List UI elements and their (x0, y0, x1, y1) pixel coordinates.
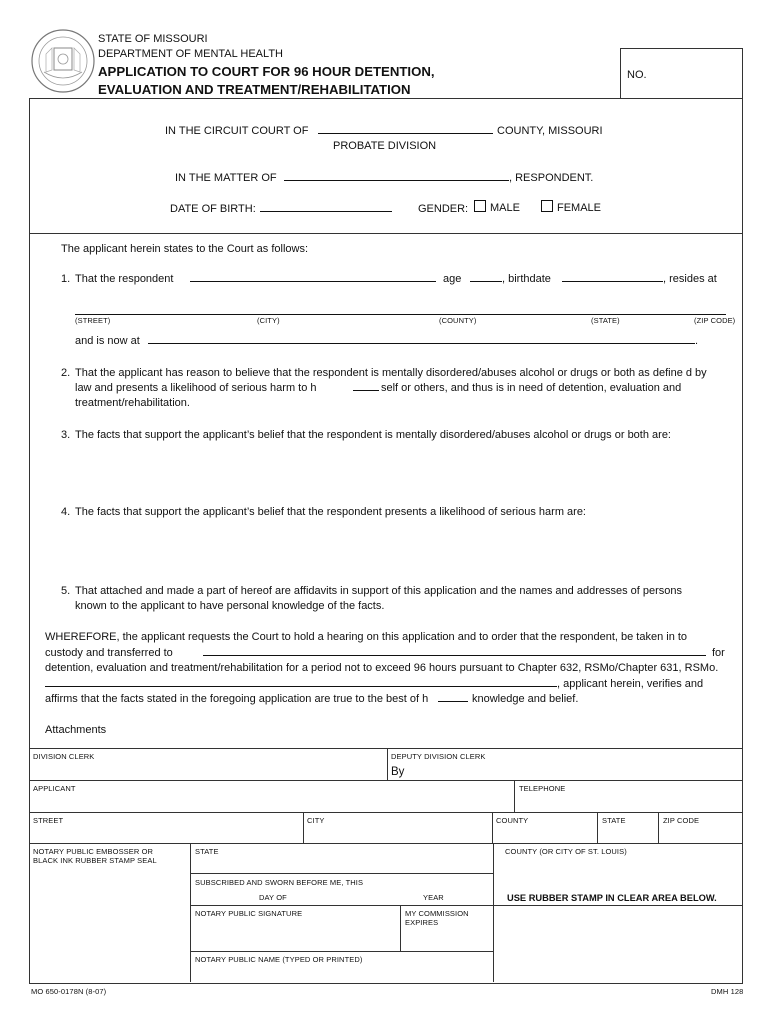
day-of-label: DAY OF (259, 893, 287, 902)
p5-line2: known to the applicant to have personal knowledge of the facts. (75, 600, 385, 612)
p2-line2b: self or others, and thus is in need of detention, evaluation and (381, 382, 682, 394)
circuit-county-field[interactable] (318, 123, 493, 134)
probate-division-label: PROBATE DIVISION (333, 140, 437, 152)
telephone-label: TELEPHONE (519, 784, 566, 793)
form-title-line1: APPLICATION TO COURT FOR 96 HOUR DETENTION, (98, 64, 435, 79)
p3-response-area[interactable] (75, 446, 725, 498)
p1-birthdate-field[interactable] (562, 271, 663, 282)
form-number: MO 650-0178N (8-07) (31, 987, 107, 996)
p4-response-area[interactable] (75, 522, 725, 578)
subscribed-label: SUBSCRIBED AND SWORN BEFORE ME, THIS (195, 878, 364, 887)
notary-state-field[interactable] (191, 856, 492, 872)
table-rule-2 (29, 780, 742, 781)
division-clerk-label: DIVISION CLERK (33, 752, 95, 761)
by-label: By (391, 766, 405, 778)
caption-divider (29, 233, 742, 234)
notary-name-field[interactable] (191, 964, 492, 981)
p1-resides-label: , resides at (663, 273, 717, 285)
male-label: MALE (490, 202, 520, 214)
dmh-number: DMH 128 (711, 987, 744, 996)
p1-number: 1. (61, 273, 71, 285)
p1-age-label: age (443, 273, 462, 285)
wherefore-line1: WHEREFORE, the applicant requests the Court to hold a hearing on this application and to order that the respondent, be taken in to (45, 631, 688, 643)
p1-respondent-field[interactable] (190, 271, 436, 282)
p2-line1: That the applicant has reason to believe that the respondent is mentally disordered/abuses alcohol or drugs or both as define d by (75, 367, 707, 379)
wherefore-line5a: affirms that the facts stated in the foregoing application are true to the best of h (45, 693, 429, 705)
city-label: CITY (307, 816, 325, 825)
matter-label: IN THE MATTER OF (175, 172, 277, 184)
wherefore-line2b: for (712, 647, 725, 659)
wherefore-line4: , applicant herein, verifies and (557, 678, 704, 690)
state-seal (30, 28, 96, 94)
p5-line1: That attached and made a part of hereof are affidavits in support of this application and the names and addresses of persons (75, 585, 683, 597)
notary-name-label: NOTARY PUBLIC NAME (TYPED OR PRINTED) (195, 955, 363, 964)
dob-field[interactable] (260, 201, 392, 212)
p3-number: 3. (61, 429, 71, 441)
applicant-field[interactable] (30, 793, 513, 811)
wherefore-line3: detention, evaluation and treatment/rehabilitation for a period not to exceed 96 hours pursuant to Chapter 632, RSMo/Chapter 631, RSMo. (45, 662, 719, 674)
notary-state-label: STATE (195, 847, 219, 856)
p1-birthdate-label: , birthdate (502, 273, 551, 285)
county-city-field[interactable] (494, 856, 741, 888)
p4-text: The facts that support the applicant’s belief that the respondent presents a likelihood of serious harm are: (75, 506, 586, 518)
zip-field[interactable] (659, 825, 741, 842)
attachments-label: Attachments (45, 724, 107, 736)
male-checkbox[interactable] (474, 200, 486, 212)
notary-signature-field[interactable] (191, 918, 399, 950)
p2-line3: treatment/rehabilitation. (75, 397, 190, 409)
commission-label-2: EXPIRES (405, 918, 439, 927)
applicant-label: APPLICANT (33, 784, 76, 793)
facility-field[interactable] (203, 645, 706, 656)
table-rule-1 (29, 748, 742, 749)
p3-text: The facts that support the applicant’s belief that the respondent is mentally disordered/abuses alcohol or drugs or both are: (75, 429, 671, 441)
female-label: FEMALE (557, 202, 602, 214)
wherefore-line2a: custody and transferred to (45, 647, 173, 659)
notary-seal-area (30, 868, 189, 981)
case-number-box[interactable] (620, 48, 743, 99)
addr-county-label: (COUNTY) (439, 316, 477, 325)
deputy-clerk-field[interactable] (408, 762, 740, 779)
county-label: COUNTY (496, 816, 529, 825)
county-city-label: COUNTY (OR CITY OF ST. LOUIS) (505, 847, 627, 856)
county-missouri-label: COUNTY, MISSOURI (497, 125, 603, 137)
respondent-label: , RESPONDENT. (509, 172, 594, 184)
telephone-field[interactable] (515, 793, 741, 811)
applicant-pronoun-field[interactable] (438, 691, 468, 702)
p1-text: That the respondent (75, 273, 174, 285)
deputy-clerk-label: DEPUTY DIVISION CLERK (391, 752, 486, 761)
p2-pronoun-field[interactable] (353, 380, 379, 391)
table-rule-7 (190, 951, 493, 952)
table-vrule-1 (387, 748, 388, 780)
department-name: DEPARTMENT OF MENTAL HEALTH (98, 48, 283, 60)
addr-city-label: (CITY) (257, 316, 280, 325)
table-rule-5 (190, 873, 493, 874)
street-label: STREET (33, 816, 64, 825)
applicant-name-field[interactable] (45, 676, 557, 687)
now-at-field[interactable] (148, 333, 695, 344)
notary-seal-label-2: BLACK INK RUBBER STAMP SEAL (33, 856, 157, 865)
rubber-stamp-label: USE RUBBER STAMP IN CLEAR AREA BELOW. (507, 893, 717, 903)
p5-number: 5. (61, 585, 71, 597)
p2-number: 2. (61, 367, 71, 379)
case-number-label: NO. (627, 69, 647, 81)
state-field[interactable] (598, 825, 657, 842)
form-title-line2: EVALUATION AND TREATMENT/REHABILITATION (98, 82, 411, 97)
p2-line2a: law and presents a likelihood of serious harm to h (75, 382, 317, 394)
subscribed-date-field[interactable] (191, 886, 492, 904)
wherefore-line5b: knowledge and belief. (472, 693, 579, 705)
intro-text: The applicant herein states to the Court as follows: (61, 243, 309, 255)
city-field[interactable] (304, 825, 491, 842)
p4-number: 4. (61, 506, 71, 518)
street-field[interactable] (30, 825, 302, 842)
county-field[interactable] (493, 825, 596, 842)
circuit-court-label: IN THE CIRCUIT COURT OF (165, 125, 309, 137)
respondent-name-field[interactable] (284, 170, 509, 181)
commission-label-1: MY COMMISSION (405, 909, 469, 918)
addr-street-label: (STREET) (75, 316, 111, 325)
state-label: STATE (602, 816, 626, 825)
p1-address-field[interactable] (75, 304, 726, 315)
commission-field[interactable] (401, 928, 492, 950)
addr-zip-label: (ZIP CODE) (694, 316, 736, 325)
male-option[interactable] (474, 200, 520, 215)
now-at-label: and is now at (75, 335, 140, 347)
notary-seal-label-1: NOTARY PUBLIC EMBOSSER OR (33, 847, 154, 856)
p1-age-field[interactable] (470, 271, 502, 282)
female-option[interactable] (541, 200, 601, 215)
zip-label: ZIP CODE (663, 816, 700, 825)
gender-label: GENDER: (418, 203, 469, 215)
female-checkbox[interactable] (541, 200, 553, 212)
division-clerk-field[interactable] (30, 760, 386, 779)
now-at-period: . (695, 335, 699, 347)
year-label: YEAR (423, 893, 444, 902)
table-rule-3 (29, 812, 742, 813)
table-rule-4 (29, 843, 742, 844)
state-name: STATE OF MISSOURI (98, 33, 208, 45)
dob-label: DATE OF BIRTH: (170, 203, 256, 215)
addr-state-label: (STATE) (591, 316, 620, 325)
rubber-stamp-area (494, 906, 741, 981)
notary-signature-label: NOTARY PUBLIC SIGNATURE (195, 909, 303, 918)
